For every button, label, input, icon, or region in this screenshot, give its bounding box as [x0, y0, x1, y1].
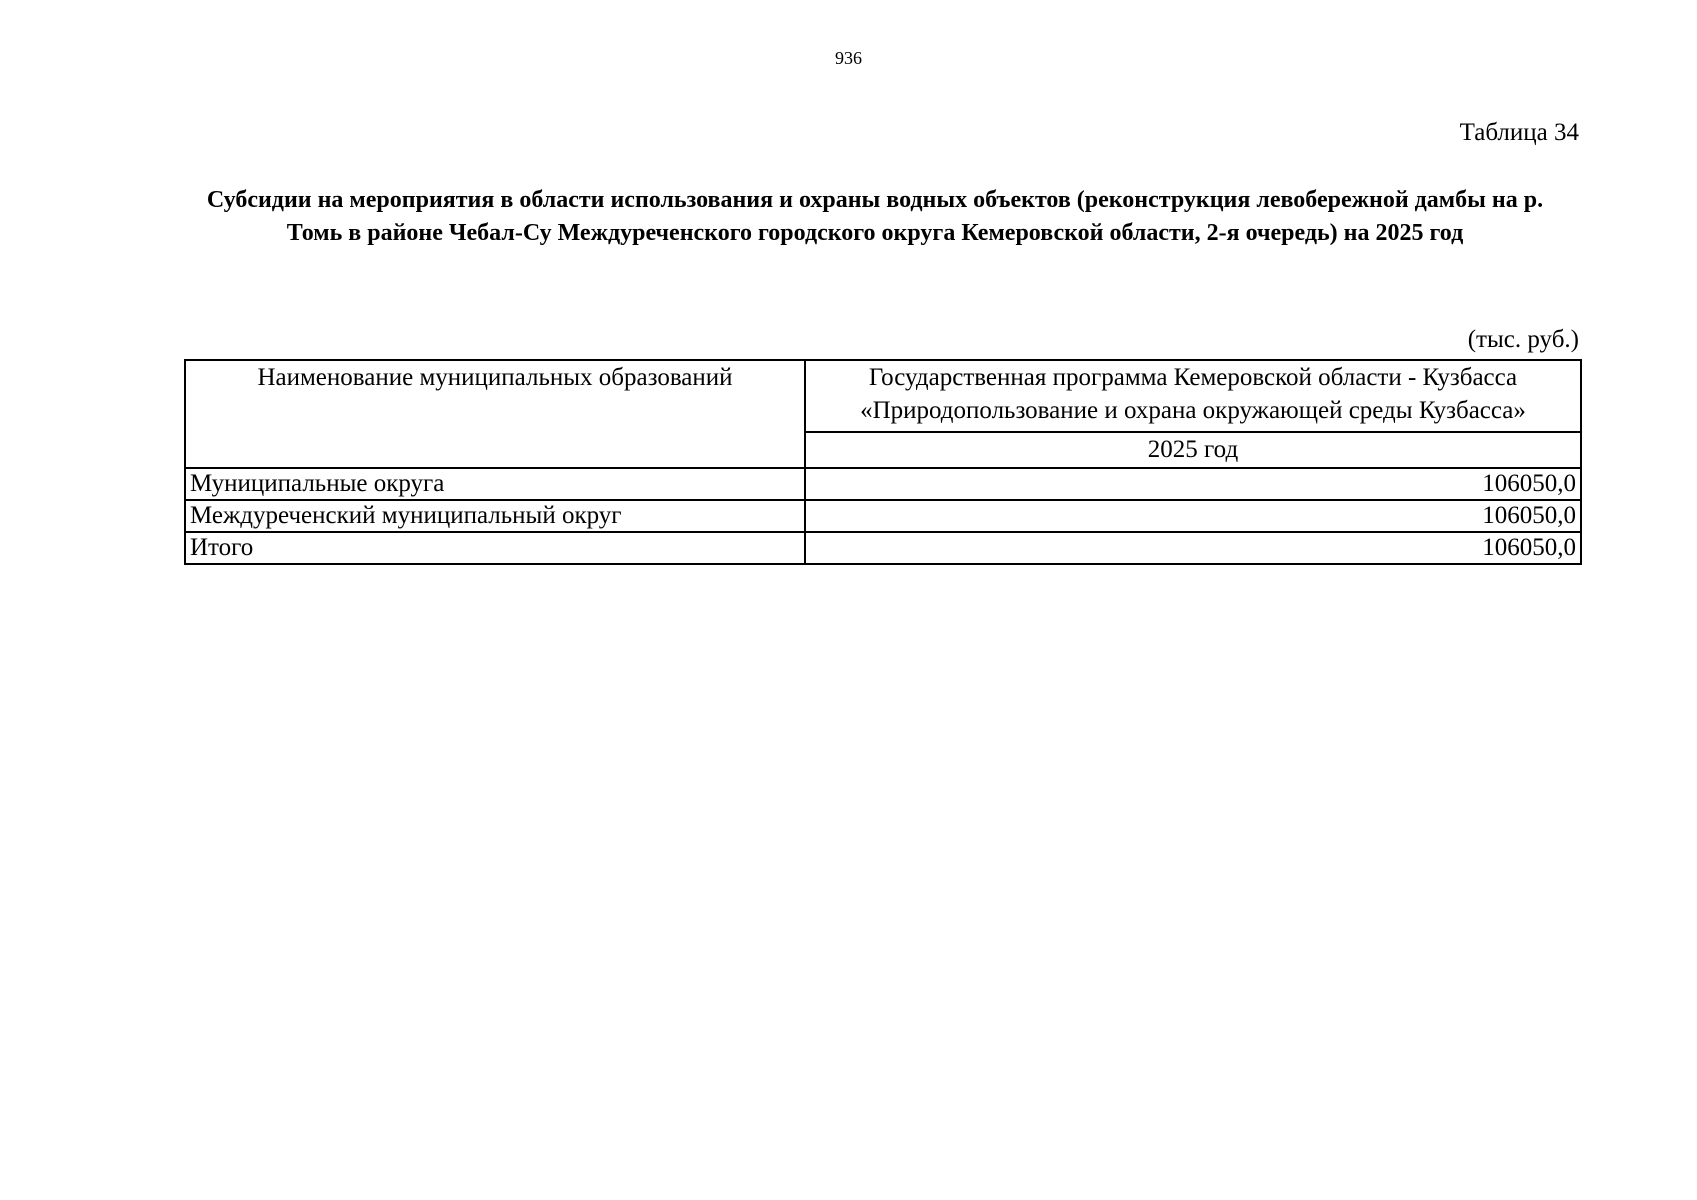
row-value-mezhdurechensky: 106050,0 [805, 500, 1581, 532]
header-state-program: Государственная программа Кемеровской области - Кузбасса «Природопользование и охрана окружающей среды Кузбасса» [805, 360, 1581, 432]
table-label: Таблица 34 [1459, 119, 1579, 146]
header-municipality-name: Наименование муниципальных образований [185, 360, 805, 468]
subsidies-table [184, 359, 1582, 565]
row-value-municipal-districts: 106050,0 [805, 468, 1581, 500]
header-year: 2025 год [805, 432, 1581, 468]
row-value-total: 106050,0 [805, 532, 1581, 564]
table-header-row [185, 360, 1581, 432]
table-row [185, 532, 1581, 564]
row-label-municipal-districts: Муниципальные округа [185, 468, 805, 500]
table-row [185, 468, 1581, 500]
units-label: (тыс. руб.) [1467, 326, 1579, 353]
document-title: Субсидии на мероприятия в области использования и охраны водных объектов (реконструкция левобережной дамбы на р. Томь в районе Чебал-Су Междуреченского городского округа Кемеровской области, 2-я очередь) на 2025 год [206, 187, 1544, 246]
row-label-mezhdurechensky: Междуреченский муниципальный округ [185, 500, 805, 532]
page-number: 936 [835, 48, 862, 68]
row-label-total: Итого [185, 532, 805, 564]
table-row [185, 500, 1581, 532]
